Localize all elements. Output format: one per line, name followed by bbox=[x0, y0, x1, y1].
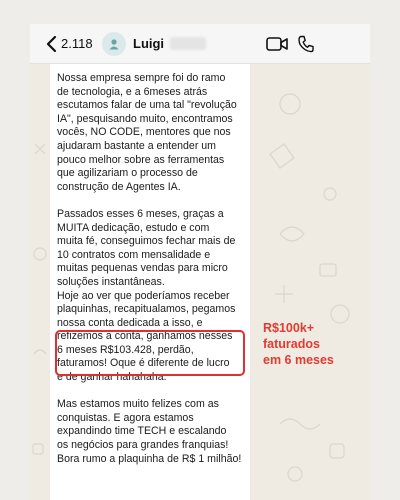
unread-count[interactable]: 2.118 bbox=[61, 36, 93, 51]
message-line: vocês, NO CODE, mentores que nos bbox=[57, 126, 231, 139]
message-paragraph-2 bbox=[57, 208, 250, 385]
revenue-annotation bbox=[263, 320, 373, 368]
message-line: refizemos a conta, ganhamos nesses bbox=[57, 330, 233, 343]
annotation-line: R$100k+ bbox=[263, 321, 315, 335]
message-line: faturamos! Oque é diferente de lucro bbox=[57, 357, 230, 370]
chat-header bbox=[30, 24, 370, 64]
message-line: 10 contratos com mensalidade e bbox=[57, 248, 211, 261]
chevron-left-icon[interactable] bbox=[44, 35, 60, 53]
message-line: Passados esses 6 meses, graças a bbox=[57, 207, 224, 220]
message-line: nossa conta dedicada a isso, e bbox=[57, 316, 203, 329]
chat-screen bbox=[30, 24, 370, 500]
annotation-line: faturados bbox=[263, 337, 320, 351]
message-line: ajudaram bastante a entender um bbox=[57, 139, 217, 152]
phone-icon[interactable] bbox=[298, 35, 314, 53]
message-line: muita fé, conseguimos fechar mais de bbox=[57, 235, 236, 248]
message-line: Bora rumo a plaquinha de R$ 1 milhão! bbox=[57, 452, 242, 465]
message-paragraph-3 bbox=[57, 398, 250, 466]
message-line: MUITA dedicação, estudo e com bbox=[57, 221, 210, 234]
message-line: de tecnologia, e a 6meses atrás bbox=[57, 85, 208, 98]
message-paragraph-1 bbox=[57, 72, 250, 194]
message-line: pouco melhor sobre as ferramentas bbox=[57, 153, 225, 166]
message-line: e de ganhar hahahaha. bbox=[57, 371, 167, 384]
person-icon bbox=[108, 38, 120, 50]
message-line: plaquinhas, recapitualamos, pegamos bbox=[57, 303, 236, 316]
message-line: Mas estamos muito felizes com as bbox=[57, 398, 219, 411]
message-line: soluções instantâneas. bbox=[57, 275, 165, 288]
message-line: escutamos falar de uma tal "revolução bbox=[57, 99, 237, 112]
message-line: muitas pequenas vendas para micro bbox=[57, 262, 228, 275]
message-line: que agilizariam o processo de bbox=[57, 167, 198, 180]
blurred-name-redaction bbox=[170, 37, 206, 50]
message-line: 6 meses R$103.428, perdão, bbox=[57, 343, 194, 356]
message-line: conquistas. E agora estamos bbox=[57, 411, 194, 424]
message-line: Hoje ao ver que poderíamos receber bbox=[57, 289, 230, 302]
message-bubble bbox=[50, 64, 250, 500]
avatar[interactable] bbox=[102, 32, 126, 56]
message-line: IA", pesquisando muito, encontramos bbox=[57, 112, 233, 125]
video-camera-icon[interactable] bbox=[266, 36, 288, 52]
message-line: Nossa empresa sempre foi do ramo bbox=[57, 72, 226, 84]
message-line: construção de Agentes IA. bbox=[57, 180, 181, 193]
message-line: os negócios para grandes franquias! bbox=[57, 439, 229, 452]
contact-name[interactable]: Luigi bbox=[133, 36, 165, 51]
message-line: expandindo time TECH e escalando bbox=[57, 425, 227, 438]
annotation-line: em 6 meses bbox=[263, 353, 334, 367]
